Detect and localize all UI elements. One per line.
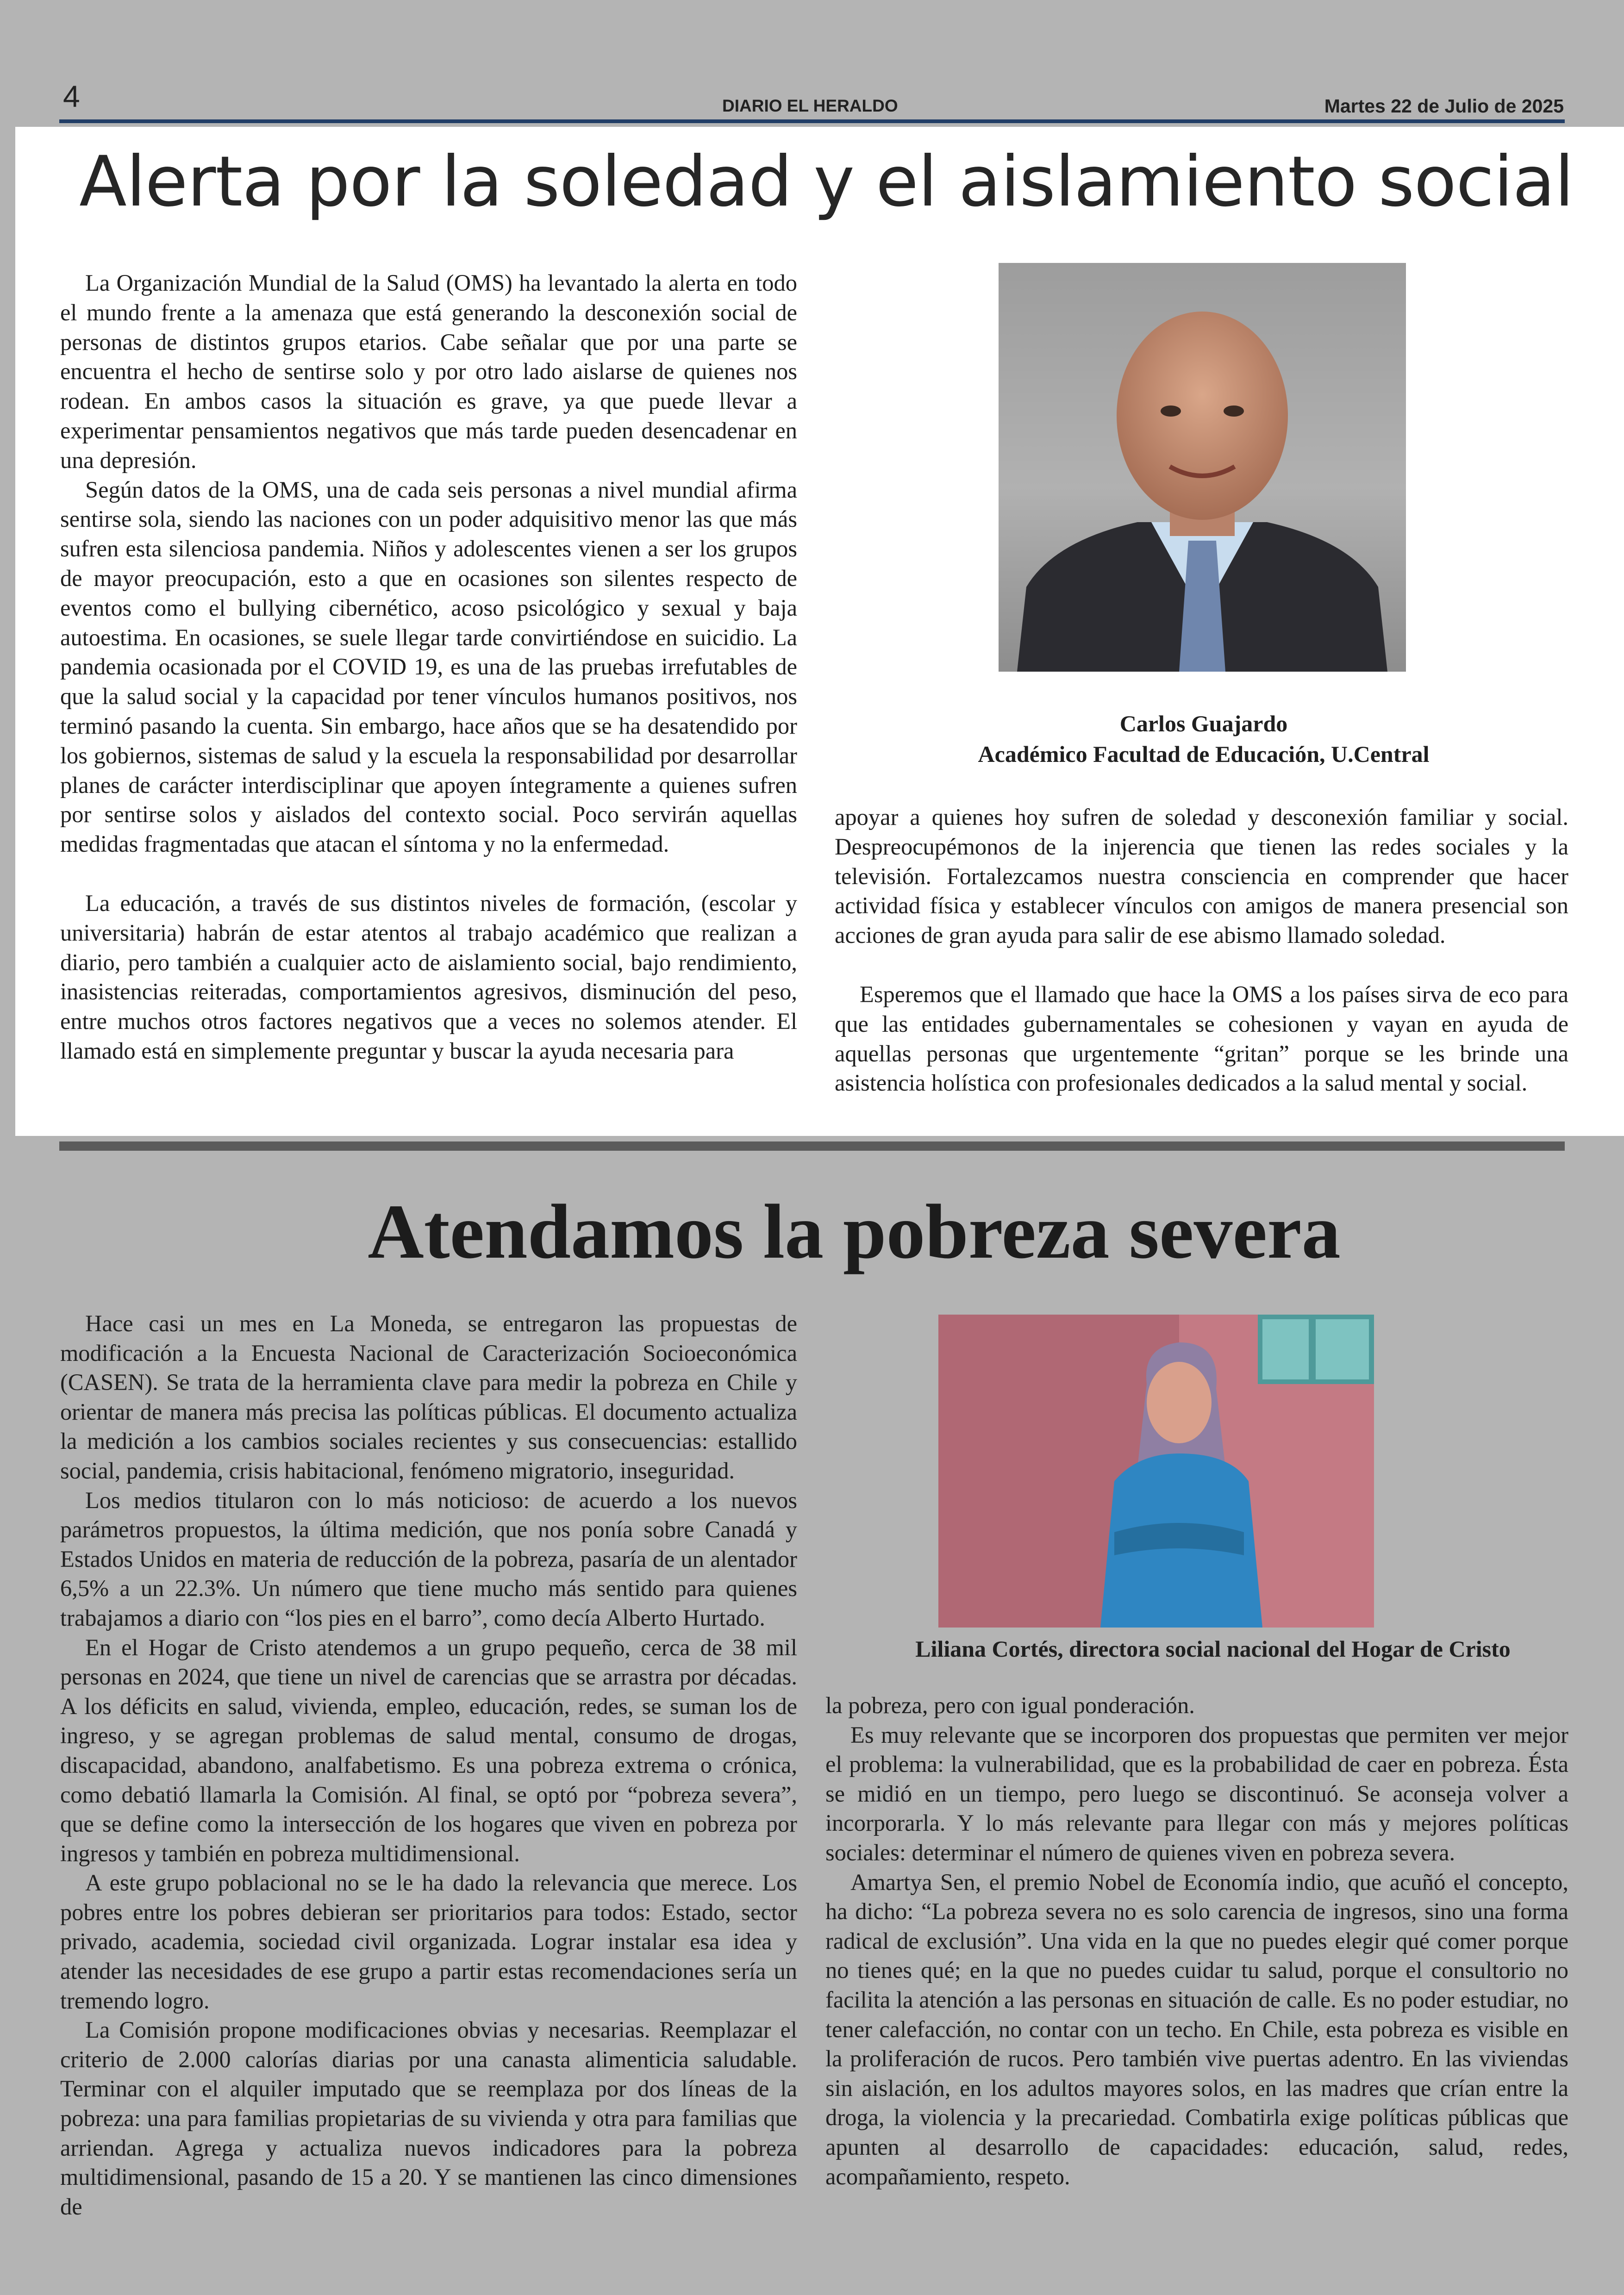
- article-paragraph: la pobreza, pero con igual ponderación.: [825, 1692, 1195, 1718]
- article-paragraph: Esperemos que el llamado que hace la OMS a los países sirva de eco para que las entidades gubernamentales se cohesionen y vayan en ayuda de aquellas personas que urgentemente “gritan” porque se les brinde una asistencia holística con profesionales dedicados a la salud mental y social.: [835, 981, 1568, 1096]
- article-title: Alerta por la soledad y el aislamiento social: [79, 142, 1574, 222]
- caption-role: Académico Facultad de Educación, U.Central: [978, 741, 1430, 767]
- article-title: Atendamos la pobreza severa: [368, 1189, 1341, 1275]
- photo-caption: Liliana Cortés, directora social nacional del Hogar de Cristo: [915, 1636, 1511, 1662]
- article-paragraph: La Comisión propone modificaciones obvias y necesarias. Reemplazar el criterio de 2.000 calorías diarias por una canasta alimenticia saludable. Terminar con el alquiler imputado que se reemplaza por dos líneas de la pobreza: una para familias propietarias de su vivienda y otra para familias que arriendan. Agrega y actualiza nuevos indicadores para la pobreza multidimensional, pasando de 15 a 20. Y se mantienen las cinco dimensiones de: [60, 2017, 797, 2220]
- article-right-column: [825, 1691, 1568, 2191]
- article-paragraph: En el Hogar de Cristo atendemos a un grupo pequeño, cerca de 38 mil personas en 2024, que tiene un nivel de carencias que se arrastra por décadas. A los déficits en salud, vivienda, empleo, educación, redes, se suman los de ingreso, y se agregan problemas de salud mental, consumo de drogas, discapacidad, abandono, analfabetismo. Es una pobreza extrema o crónica, como debatió llamarla la Comisión. Al final, se optó por “pobreza severa”, que se define como la intersección de los hogares que viven en pobreza por ingresos y también en pobreza multidimensional.: [60, 1634, 797, 1866]
- page-number: 4: [63, 79, 80, 113]
- article-right-column: [835, 803, 1568, 1098]
- article-paragraph: apoyar a quienes hoy sufren de soledad y desconexión familiar y social. Despreocupémonos de la injerencia que tienen las redes sociales y la televisión. Fortalezcamos nuestra consciencia en comprender que hacer actividad física y establecer vínculos con amigos de manera presencial son acciones de gran ayuda para salir de ese abismo llamado soledad.: [835, 804, 1568, 948]
- section-separator: [59, 1141, 1565, 1151]
- article-paragraph: Hace casi un mes en La Moneda, se entregaron las propuestas de modificación a la Encuesta Nacional de Caracterización Socioeconómica (CASEN). Se trata de la herramienta clave para medir la pobreza en Chile y orientar de manera más precisa las políticas públicas. El documento actualiza la medición a los cambios sociales recientes y sus consecuencias: estallido social, pandemia, crisis habitacional, fenómeno migratorio, inseguridad.: [60, 1310, 797, 1484]
- publication-date: Martes 22 de Julio de 2025: [1324, 95, 1564, 117]
- article-left-column: [60, 268, 797, 1066]
- photo-caption: [843, 708, 1565, 769]
- article-paragraph: Es muy relevante que se incorporen dos propuestas que permiten ver mejor el problema: la vulnerabilidad, que es la probabilidad de caer en pobreza. Ésta se midió en un tiempo, pero luego se discontinuó. Se aconseja volver a incorporarla. Y lo más relevante para llegar con más y mejores políticas sociales: determinar el número de quienes viven en pobreza severa.: [825, 1721, 1568, 1865]
- header-rule: [59, 119, 1565, 123]
- author-portrait-photo: [999, 263, 1406, 672]
- article-paragraph: Amartya Sen, el premio Nobel de Economía indio, que acuñó el concepto, ha dicho: “La pobreza severa no es solo carencia de ingresos, sino una forma radical de exclusión”. Una vida en la que no puedes elegir qué comer porque no tienes qué; en la que no puedes cuidar tu salud, porque el consultorio no facilita la atención a las personas en situación de calle. Es no poder estudiar, no tener calefacción, no contar con un techo. En Chile, esta pobreza es visible en la proliferación de rucos. Pero también vive puertas adentro. En las viviendas sin aislación, en los adultos mayores solos, en las madres que crían entre la droga, la violencia y la precariedad. Combatirla exige políticas públicas que apunten al desarrollo de capacidades: educación, salud, redes, acompañamiento, respeto.: [825, 1869, 1568, 2189]
- author-portrait-photo: [938, 1315, 1374, 1628]
- article-paragraph: La educación, a través de sus distintos niveles de formación, (escolar y universitaria) habrán de estar atentos al trabajo académico que realizan a diario, pero también a cualquier acto de aislamiento social, bajo rendimiento, inasistencias reiteradas, comportamientos agresivos, disminución del peso, entre muchos otros factores negativos que a veces no solemos atender. El llamado está en simplemente preguntar y buscar la ayuda necesaria para: [60, 890, 797, 1064]
- article-paragraph: La Organización Mundial de la Salud (OMS) ha levantado la alerta en todo el mundo frente a la amenaza que está generando la desconexión social de personas de distintos grupos etarios. Cabe señalar que por una parte se encuentra el hecho de sentirse solo y por otro lado aislarse de quienes nos rodean. En ambos casos la situación es grave, ya que puede llevar a experimentar pensamientos negativos que más tarde pueden desencadenar en una depresión.: [60, 270, 797, 473]
- article-paragraph: Los medios titularon con lo más noticioso: de acuerdo a los nuevos parámetros propuestos, la última medición, que nos ponía sobre Canadá y Estados Unidos en materia de reducción de la pobreza, pasaría de un alentador 6,5% a un 22.3%. Un número que tiene mucho más sentido para quienes trabajamos a diario con “los pies en el barro”, como decía Alberto Hurtado.: [60, 1487, 797, 1631]
- newspaper-name: DIARIO EL HERALDO: [722, 96, 898, 115]
- caption-name: Carlos Guajardo: [1119, 711, 1288, 736]
- article-paragraph: A este grupo poblacional no se le ha dado la relevancia que merece. Los pobres entre los pobres debieran ser prioritarios para todos: Estado, sector privado, academia, sociedad civil organizada. Lograr instalar esa idea y atender las necesidades de ese grupo a partir estas recomendaciones sería un tremendo logro.: [60, 1870, 797, 2014]
- article-left-column: [60, 1309, 797, 2221]
- article-paragraph: Según datos de la OMS, una de cada seis personas a nivel mundial afirma sentirse sola, siendo las naciones con un poder adquisitivo menor las que más sufren esta silenciosa pandemia. Niños y adolescentes vienen a ser los grupos de mayor preocupación, esto a que en ocasiones son silentes respecto de eventos como el bullying cibernético, acoso psicológico y sexual y baja autoestima. En ocasiones, se suele llegar tarde convirtiéndose en suicidio. La pandemia ocasionada por el COVID 19, es una de las pruebas irrefutables de que la salud social y la capacidad por tener vínculos humanos positivos, nos terminó pasando la cuenta. Sin embargo, hace años que se ha desatendido por los gobiernos, sistemas de salud y la escuela la responsabilidad por desarrollar planes de carácter interdisciplinar que apoyen íntegramente a quienes sufren por sentirse solos y aislados del contexto social. Poco servirán aquellas medidas fragmentadas que atacan el síntoma y no la enfermedad.: [60, 476, 797, 857]
